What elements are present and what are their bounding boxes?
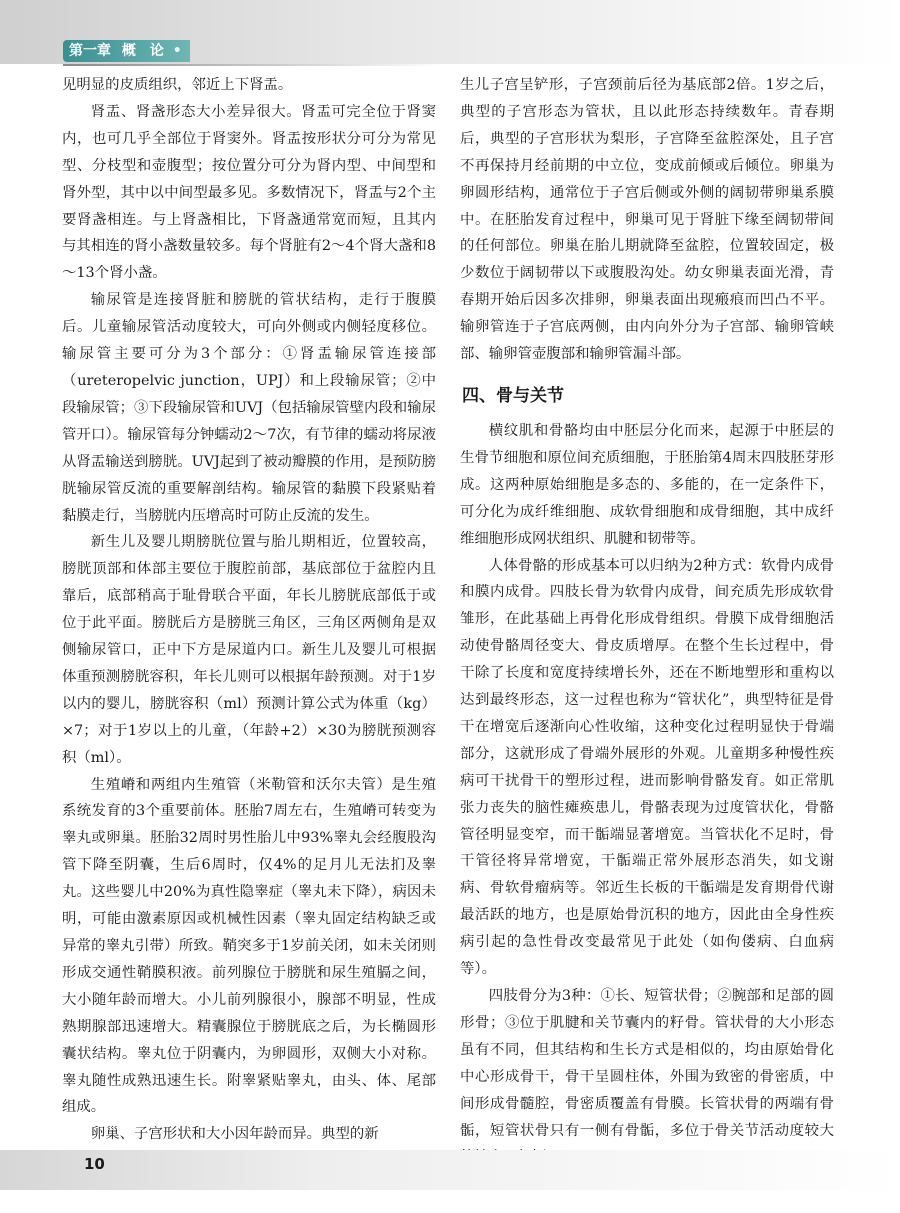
header-rule xyxy=(63,64,443,66)
chapter-number: 第一章 xyxy=(69,43,111,59)
paragraph: 人体骨骼的形成基本可以归纳为2种方式：软骨内成骨和膜内成骨。四肢长骨为软骨内成骨，间充质先形成软骨雏形，在此基础上再骨化形成骨组织。骨膜下成骨细胞活动使骨骼周径变大、骨皮质增厚。在整个生长过程中，骨干除了长度和宽度持续增长外，还在不断地塑形和重构以达到最终形态，这一过程也称为“管状化”，典型特征是骨干在增宽后逐渐向心性收缩，这种变化过程明显快于骨端部分，这就形成了骨端外展形的外观。儿童期多种慢性疾病可干扰骨干的塑形过程，进而影响骨骼发育。如正常肌张力丧失的脑性瘫痪患儿，骨骼表现为过度管状化，骨骼管径明显变窄，而干骺端显著增宽。当管状化不足时，骨干管径将异常增宽，干骺端正常外展形态消失，如戈谢病、骨软骨瘤病等。邻近生长板的干骺端是发育期骨代谢最活跃的地方，也是原始骨沉积的地方，因此由全身性疾病引起的急性骨改变最常见于此处（如佝偻病、白血病等）。 xyxy=(460,557,834,978)
page-number: 10 xyxy=(84,1155,105,1173)
paragraph: 四肢骨分为3种：①长、短管状骨；②腕部和足部的圆形骨；③位于肌腱和关节囊内的籽骨。管状骨的大小形态虽有不同，但其结构和生长方式是相似的，均由原始骨化中心形成骨干，骨干呈圆柱体，外围为致密的骨密质，中间形成骨髓腔，骨密质覆盖有骨膜。长管状骨的两端有骨骺，短管状骨只有一侧有骨骺，多位于骨关节活动度较大 xyxy=(460,988,834,1139)
paragraph: 肾盂、肾盏形态大小差异很大。肾盂可完全位于肾窦内，也可几乎全部位于肾窦外。肾盂按形状分可分为常见型、分枝型和壶腹型；按位置分可分为肾内型、中间型和肾外型，其中以中间型最多见。多数情况下，肾盂与2个主要肾盏相连。与上肾盏相比，下肾盏通常宽而短，且其内与其相连的肾小盏数量较多。每个肾脏有2～4个肾大盏和8～13个肾小盏。 xyxy=(62,103,436,282)
footer-band xyxy=(0,1150,900,1190)
chapter-separator: • xyxy=(172,43,182,59)
paragraph: 横纹肌和骨骼均由中胚层分化而来，起源于中胚层的生骨节细胞和原位间充质细胞，于胚胎第4周末四肢胚芽形成。这两种原始细胞是多态的、多能的，在一定条件下，可分化为成纤维细胞、成软骨细胞和成骨细胞，其中成纤维细胞形成网状组织、肌腱和韧带等。 xyxy=(460,422,834,547)
paragraph: 卵巢、子宫形状和大小因年龄而异。典型的新 xyxy=(90,1126,379,1143)
paragraph: 生儿子宫呈铲形，子宫颈前后径为基底部2倍。1岁之后，典型的子宫形态为管状，且以此形态持续数年。青春期后，典型的子宫形状为梨形，子宫降至盆腔深处，且子宫不再保持月经前期的中立位，变成前倾或后倾位。卵巢为卵圆形结构，通常位于子宫后侧或外侧的阔韧带卵巢系膜中。在胚胎发育过程中，卵巢可见于肾脏下缘至阔韧带间的任何部位。卵巢在胎儿期就降至盆腔，位置较固定，极少数位于阔韧带以下或腹股沟处。幼女卵巢表面光滑，青春期开始后因多次排卵，卵巢表面出现瘢痕而凹凸不平。输卵管连于子宫底两侧，由内向外分为子宫部、输卵管峡部、输卵管壶腹部和输卵管漏斗部。 xyxy=(460,77,834,363)
paragraph: 见明显的皮质组织，邻近上下肾盂。 xyxy=(62,77,293,93)
chapter-title: 概 论 xyxy=(121,43,164,59)
chapter-label xyxy=(63,40,190,62)
paragraph: 生殖嵴和两组内生殖管（米勒管和沃尔夫管）是生殖系统发育的3个重要前体。胚胎7周左右，生殖嵴可转变为睾丸或卵巢。胚胎32周时男性胎儿中93%睾丸会经腹股沟管下降至阴囊，生后6周时，仅4%的足月儿无法扪及睾丸。这些婴儿中20%为真性隐睾症（睾丸未下降），病因未明，可能由激素原因或机械性因素（睾丸固定结构缺乏或异常的睾丸引带）所致。鞘突多于1岁前关闭，如未关闭则形成交通性鞘膜积液。前列腺位于膀胱和尿生殖膈之间，大小随年龄而增大。小儿前列腺很小，腺部不明显，性成熟期腺部迅速增大。精囊腺位于膀胱底之后，为长椭圆形囊状结构。睾丸位于阴囊内，为卵圆形，双侧大小对称。睾丸随性成熟迅速生长。附睾紧贴睾丸，由头、体、尾部组成。 xyxy=(62,776,436,1116)
left-column xyxy=(62,72,436,1148)
section-heading: 四、骨与关节 xyxy=(462,385,564,406)
paragraph: 输尿管是连接肾脏和膀胱的管状结构，走行于腹膜后。儿童输尿管活动度较大，可向外侧或内侧轻度移位。输尿管主要可分为3个部分：①肾盂输尿管连接部（ureteropelvic junction，UPJ）和上段输尿管；②中段输尿管；③下段输尿管和UVJ（包括输尿管壁内段和输尿管开口）。输尿管每分钟蠕动2～7次，有节律的蠕动将尿液从肾盂输送到膀胱。UVJ起到了被动瓣膜的作用，是预防膀胱输尿管反流的重要解剖结构。输尿管的黏膜下段紧贴着黏膜走行，当膀胱内压增高时可防止反流的发生。 xyxy=(62,292,436,524)
paragraph: 新生儿及婴儿期膀胱位置与胎儿期相近，位置较高，膀胱顶部和体部主要位于腹腔前部，基底部位于盆腔内且靠后，底部稍高于耻骨联合平面，年长儿膀胱底部低于或位于此平面。膀胱后方是膀胱三角区，三角区两侧角是双侧输尿管口，正中下方是尿道内口。新生儿及婴儿可根据体重预测膀胱容积，年长儿则可以根据年龄预测。对于1岁以内的婴儿，膀胱容积（ml）预测计算公式为体重（kg）×7；对于1岁以上的儿童，（年龄+2）×30为膀胱预测容积（ml）。 xyxy=(62,534,436,766)
right-column xyxy=(460,72,834,1171)
